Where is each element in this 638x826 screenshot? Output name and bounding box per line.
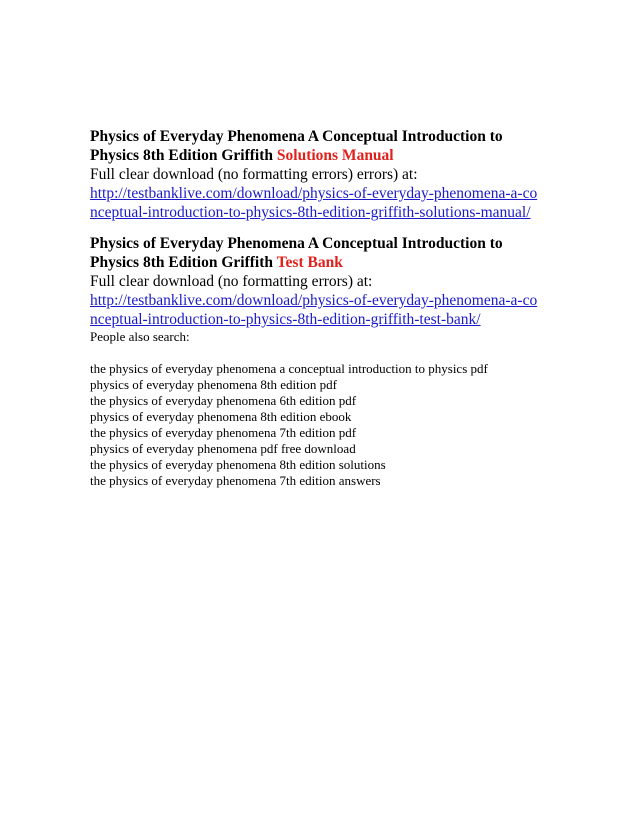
- list-item: physics of everyday phenomena 8th edition pdf: [90, 377, 337, 392]
- also-search-list: [90, 361, 540, 489]
- download-text: Full clear download (no formatting errors) at:: [90, 273, 373, 290]
- solutions-manual-section: [90, 127, 540, 222]
- title-main: Physics of Everyday Phenomena A Conceptual Introduction to Physics 8th Edition Griffith: [90, 128, 503, 164]
- document-content: [90, 127, 540, 489]
- solutions-manual-link[interactable]: http://testbanklive.com/download/physics-of-everyday-phenomena-a-conceptual-introduction-to-physics-8th-edition-griffith-solutions-manual/: [90, 185, 538, 221]
- test-bank-section: [90, 234, 540, 329]
- title-tag-solutions-manual: Solutions Manual: [276, 147, 394, 164]
- people-also-search-label: People also search:: [90, 329, 190, 344]
- list-item: physics of everyday phenomena 8th edition ebook: [90, 409, 352, 424]
- section-title: [90, 234, 540, 272]
- test-bank-link[interactable]: http://testbanklive.com/download/physics-of-everyday-phenomena-a-conceptual-introduction-to-physics-8th-edition-griffith-test-bank/: [90, 292, 538, 328]
- download-text: Full clear download (no formatting errors) errors) at:: [90, 166, 418, 183]
- list-item: physics of everyday phenomena pdf free download: [90, 441, 356, 456]
- list-item: the physics of everyday phenomena 8th edition solutions: [90, 457, 386, 472]
- list-item: the physics of everyday phenomena 7th edition pdf: [90, 425, 357, 440]
- section-title: [90, 127, 540, 165]
- title-main: Physics of Everyday Phenomena A Conceptual Introduction to Physics 8th Edition Griffith: [90, 235, 503, 271]
- title-tag-test-bank: Test Bank: [276, 254, 343, 271]
- list-item: the physics of everyday phenomena 7th edition answers: [90, 473, 381, 488]
- list-item: the physics of everyday phenomena a conceptual introduction to physics pdf: [90, 361, 488, 376]
- list-item: the physics of everyday phenomena 6th edition pdf: [90, 393, 357, 408]
